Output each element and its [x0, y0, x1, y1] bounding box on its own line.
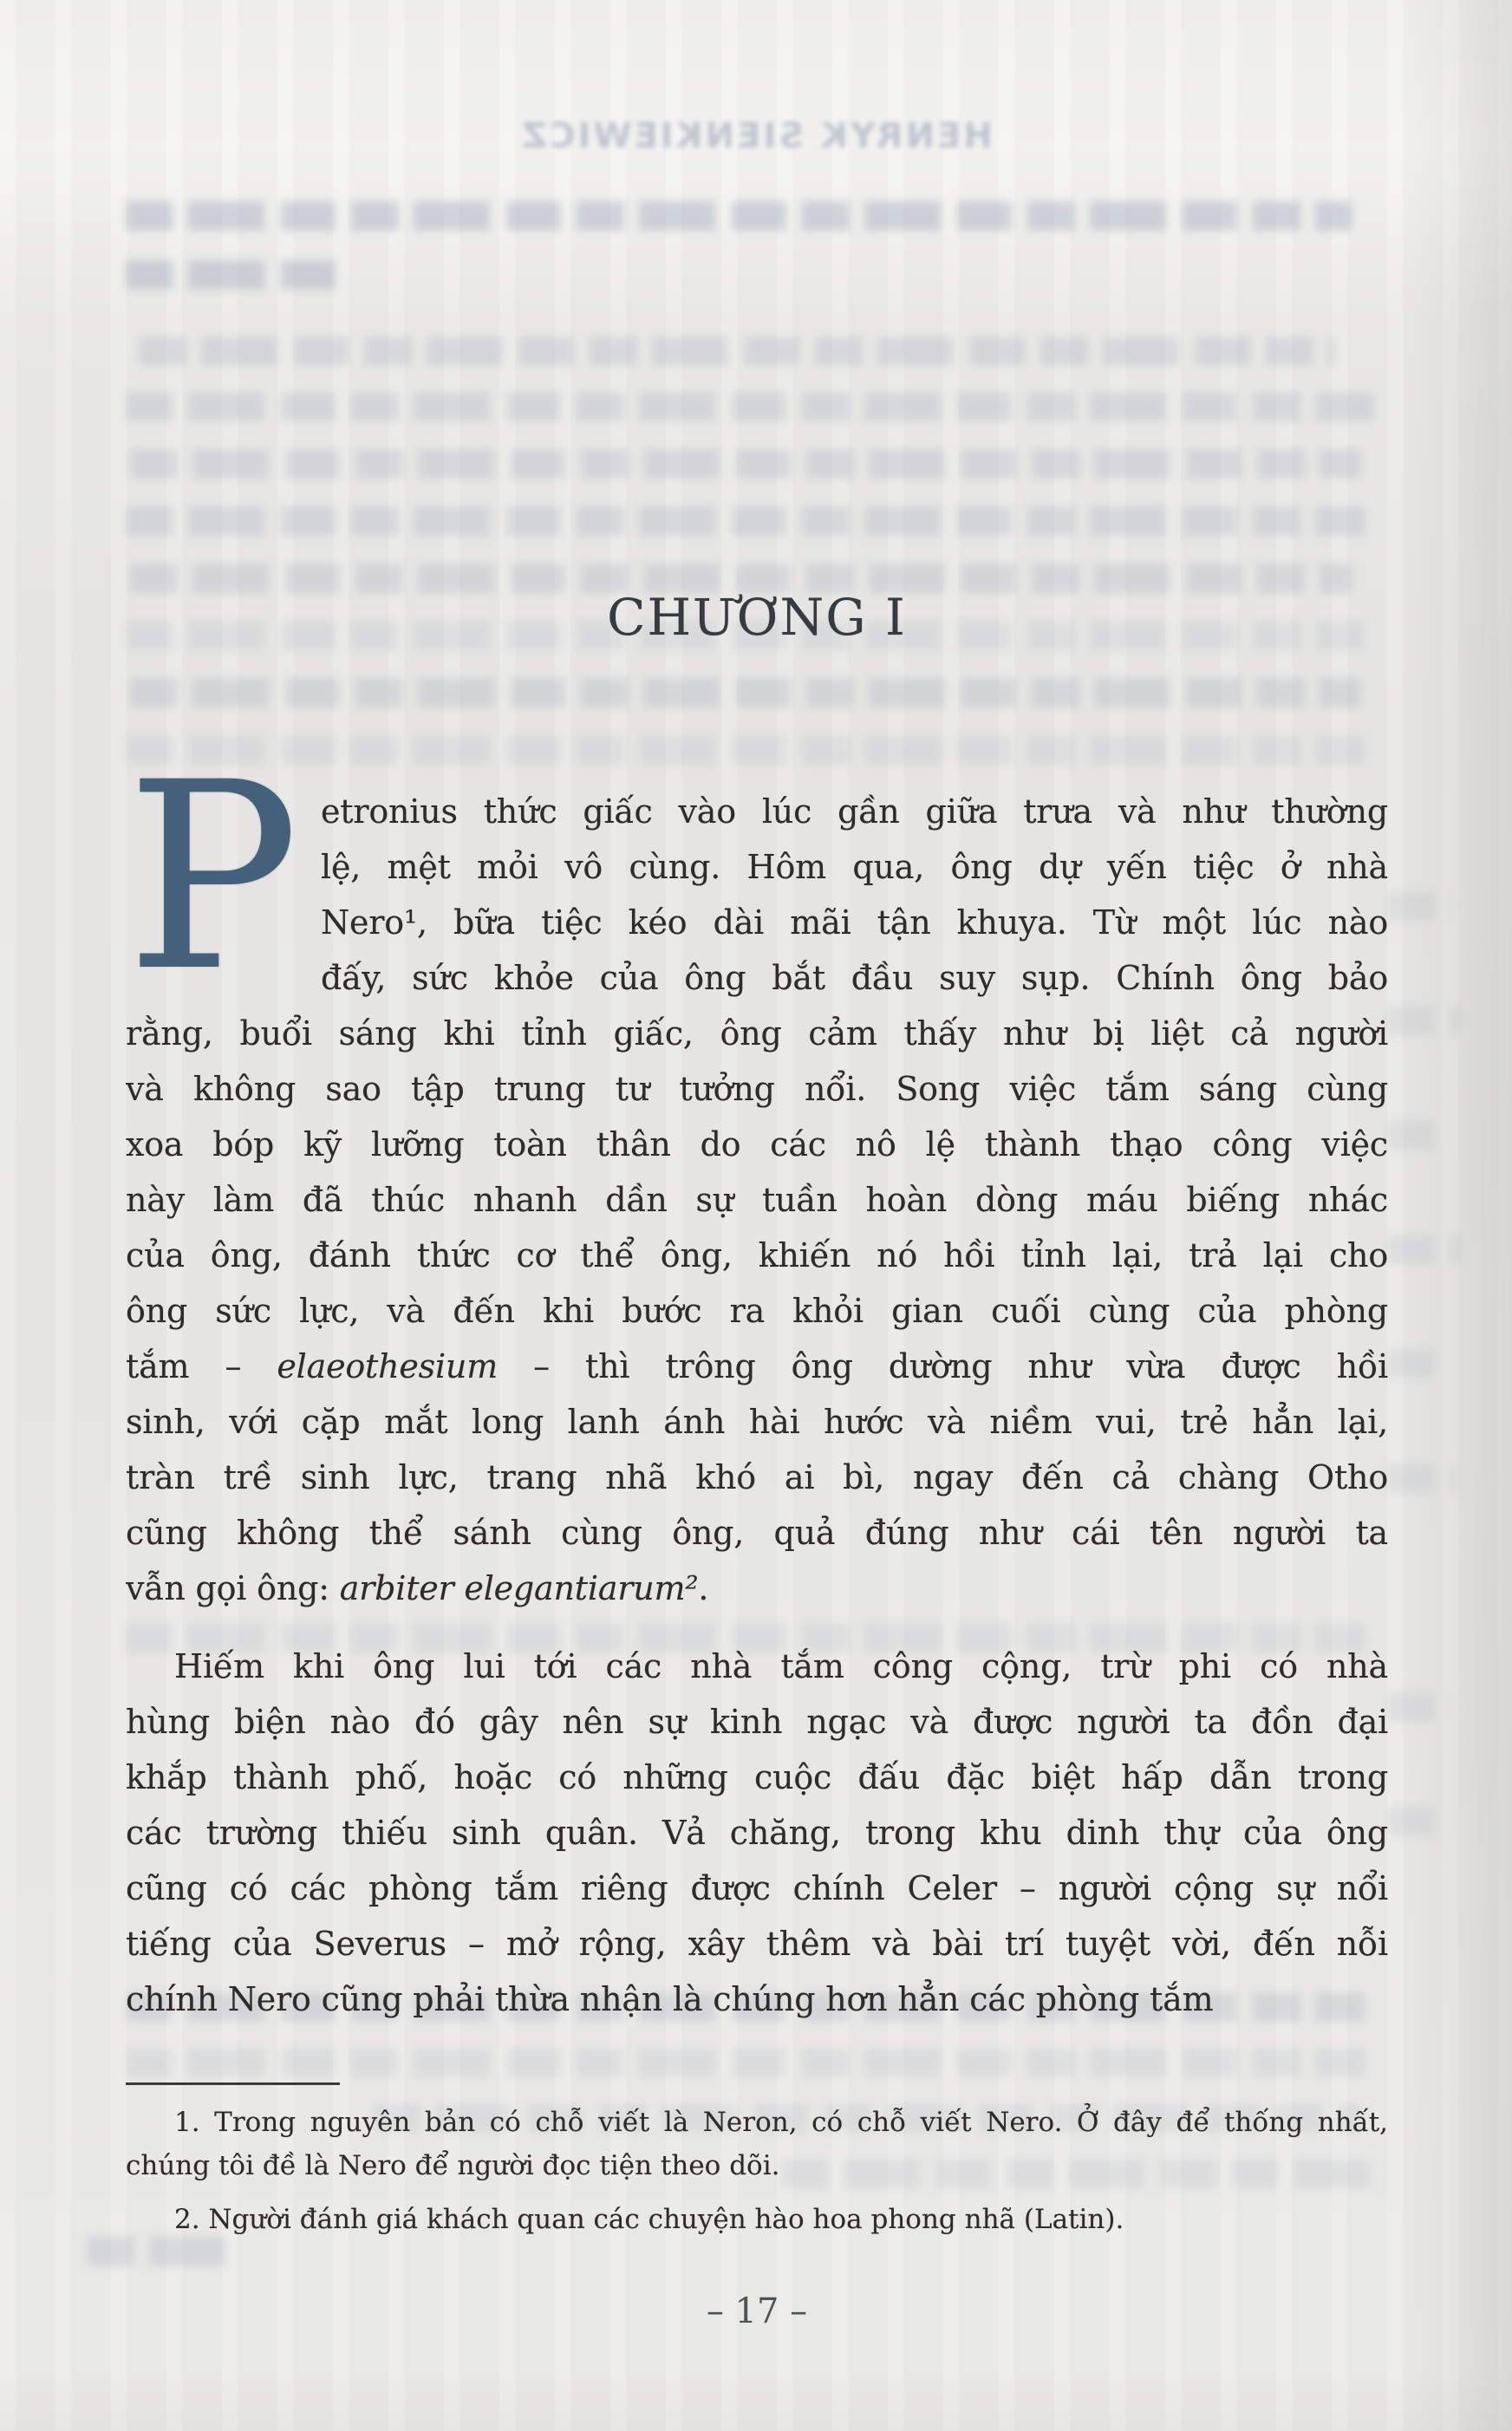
bleedthrough-smudge — [126, 2048, 1365, 2077]
text-line: chính Nero cũng phải thừa nhận là chúng hơn hẳn các phòng tắm — [126, 1980, 1214, 2018]
bleedthrough-smudge — [126, 201, 1352, 231]
text-line: sinh, với cặp mắt long lanh ánh hài hước và niềm vui, trẻ hẳn lại, — [126, 1403, 1388, 1441]
text-line: cũng không thể sánh cùng ông, quả đúng như cái tên người ta — [126, 1514, 1388, 1552]
text-line: đấy, sức khỏe của ông bắt đầu suy sụp. Chính ông bảo — [321, 959, 1388, 997]
text-line: lệ, mệt mỏi vô cùng. Hôm qua, ông dự yến tiệc ở nhà — [321, 848, 1388, 886]
bleedthrough-smudge — [126, 260, 342, 290]
footnotes — [126, 2082, 1388, 2241]
text-line: 1. Trong nguyên bản có chỗ viết là Neron, có chỗ viết Nero. Ở đây để thống nhất, — [174, 2107, 1388, 2138]
text-line: hùng biện nào đó gây nên sự kinh ngạc và được người ta đồn đại — [126, 1703, 1388, 1741]
text-line: ông sức lực, và đến khi bước ra khỏi gian cuối cùng của phòng — [126, 1292, 1388, 1330]
text-line: này làm đã thúc nhanh dần sự tuần hoàn dòng máu biếng nhác — [126, 1181, 1388, 1219]
bleedthrough-smudge — [87, 2237, 234, 2266]
bleedthrough-smudge — [130, 678, 1361, 707]
text-line: Hiếm khi ông lui tới các nhà tắm công cộng, trừ phi có nhà — [174, 1647, 1388, 1685]
text-line: tràn trề sinh lực, trang nhã khó ai bì, ngay đến cả chàng Otho — [126, 1458, 1388, 1496]
page-number: – 17 – — [706, 2291, 808, 2331]
body-text — [126, 727, 1388, 2027]
footnotes-list — [126, 2101, 1388, 2241]
text-line: tiếng của Severus – mở rộng, xây thêm và bài trí tuyệt vời, đến nỗi — [126, 1925, 1388, 1963]
text-line: của ông, đánh thức cơ thể ông, khiến nó hồi tỉnh lại, trả lại cho — [126, 1236, 1388, 1274]
bleedthrough-smudge — [126, 735, 1365, 765]
text-line: chúng tôi đề là Nero để người đọc tiện theo dõi. — [126, 2150, 780, 2181]
text-line: khắp thành phố, hoặc có những cuộc đấu đặc biệt hấp dẫn trong — [126, 1758, 1388, 1796]
chapter-heading: CHƯƠNG I — [607, 588, 907, 647]
text-line: rằng, buổi sáng khi tỉnh giấc, ông cảm thấy như bị liệt cả người — [126, 1014, 1388, 1053]
text-line: và không sao tập trung tư tưởng nổi. Song việc tắm sáng cùng — [126, 1070, 1388, 1108]
text-line: các trường thiếu sinh quân. Vả chăng, trong khu dinh thự của ông — [126, 1814, 1388, 1852]
text-line: xoa bóp kỹ lưỡng toàn thân do các nô lệ thành thạo công việc — [126, 1125, 1388, 1163]
page-edge-shadow — [1399, 0, 1512, 2431]
text-line: vẫn gọi ông: arbiter elegantiarum². — [126, 1569, 709, 1607]
text-line: cũng có các phòng tắm riêng được chính Celer – người cộng sự nổi — [126, 1869, 1388, 1907]
page-bottom-shadow — [0, 2370, 1512, 2431]
drop-cap: P — [126, 727, 300, 1028]
bleedthrough-smudge — [130, 449, 1361, 479]
text-line: 2. Người đánh giá khách quan các chuyện hào hoa phong nhã (Latin). — [174, 2204, 1124, 2235]
text-line: etronius thức giấc vào lúc gần giữa trưa và như thường — [321, 792, 1388, 831]
bleedthrough-running-header: HENRYK SIENKIEWICZ — [519, 116, 993, 156]
text-line: tắm – elaeothesium – thì trông ông dường như vừa được hồi — [126, 1347, 1388, 1385]
bleedthrough-smudge — [139, 336, 1335, 366]
footnote-separator-rule — [126, 2082, 340, 2085]
text-line: Nero¹, bữa tiệc kéo dài mãi tận khuya. Từ một lúc nào — [321, 903, 1388, 942]
bleedthrough-smudge — [126, 392, 1374, 421]
bleedthrough-smudge — [126, 506, 1365, 536]
